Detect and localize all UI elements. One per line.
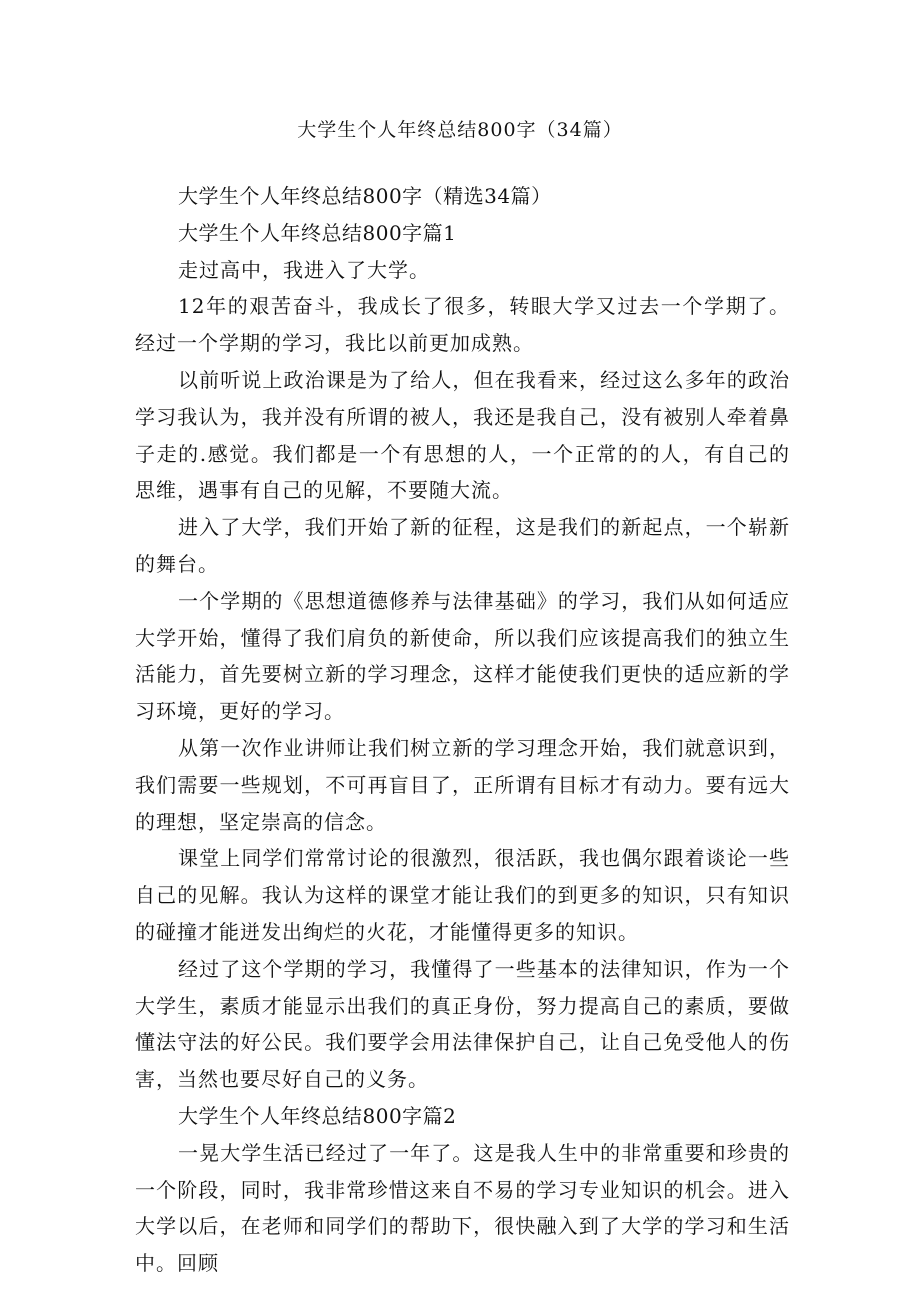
- paragraph: 以前听说上政治课是为了给人，但在我看来，经过这么多年的政治学习我认为，我并没有所谓的被人，我还是我自己，没有被别人牵着鼻子走的.感觉。我们都是一个有思想的人，一个正常的的人，有自己的思维，遇事有自己的见解，不要随大流。: [135, 367, 790, 503]
- paragraph: 经过了这个学期的学习，我懂得了一些基本的法律知识，作为一个大学生，素质才能显示出我们的真正身份，努力提高自己的素质，要做懂法守法的好公民。我们要学会用法律保护自己，让自己免受他人的伤害，当然也要尽好自己的义务。: [135, 956, 790, 1092]
- paragraph: 一个学期的《思想道德修养与法律基础》的学习，我们从如何适应大学开始，懂得了我们肩负的新使命，所以我们应该提高我们的独立生活能力，首先要树立新的学习理念，这样才能使我们更快的适应新的学习环境，更好的学习。: [135, 588, 790, 724]
- paragraph: 从第一次作业讲师让我们树立新的学习理念开始，我们就意识到，我们需要一些规划，不可再盲目了，正所谓有目标才有动力。要有远大的理想，坚定崇高的信念。: [135, 735, 790, 834]
- document-subtitle: 大学生个人年终总结800字（精选34篇）: [178, 184, 552, 208]
- paragraph: 走过高中，我进入了大学。: [178, 257, 430, 282]
- paragraph: 进入了大学，我们开始了新的征程，这是我们的新起点，一个崭新的舞台。: [135, 515, 790, 576]
- document-body: [135, 178, 790, 1282]
- section-heading-2: 大学生个人年终总结800字篇2: [178, 1103, 457, 1128]
- paragraph: 课堂上同学们常常讨论的很激烈，很活跃，我也偶尔跟着谈论一些自己的见解。我认为这样的课堂才能让我们的到更多的知识，只有知识的碰撞才能迸发出绚烂的火花，才能懂得更多的知识。: [135, 846, 790, 944]
- paragraph: 一晃大学生活已经过了一年了。这是我人生中的非常重要和珍贵的一个阶段，同时，我非常珍惜这来自不易的学习专业知识的机会。进入大学以后，在老师和同学们的帮助下，很快融入到了大学的学习和生活中。回顾: [135, 1140, 790, 1276]
- paragraph: 12年的艰苦奋斗，我成长了很多，转眼大学又过去一个学期了。经过一个学期的学习，我比以前更加成熟。: [135, 294, 790, 356]
- document-title: 大学生个人年终总结800字（34篇）: [297, 119, 623, 141]
- section-heading-1: 大学生个人年终总结800字篇1: [178, 220, 457, 245]
